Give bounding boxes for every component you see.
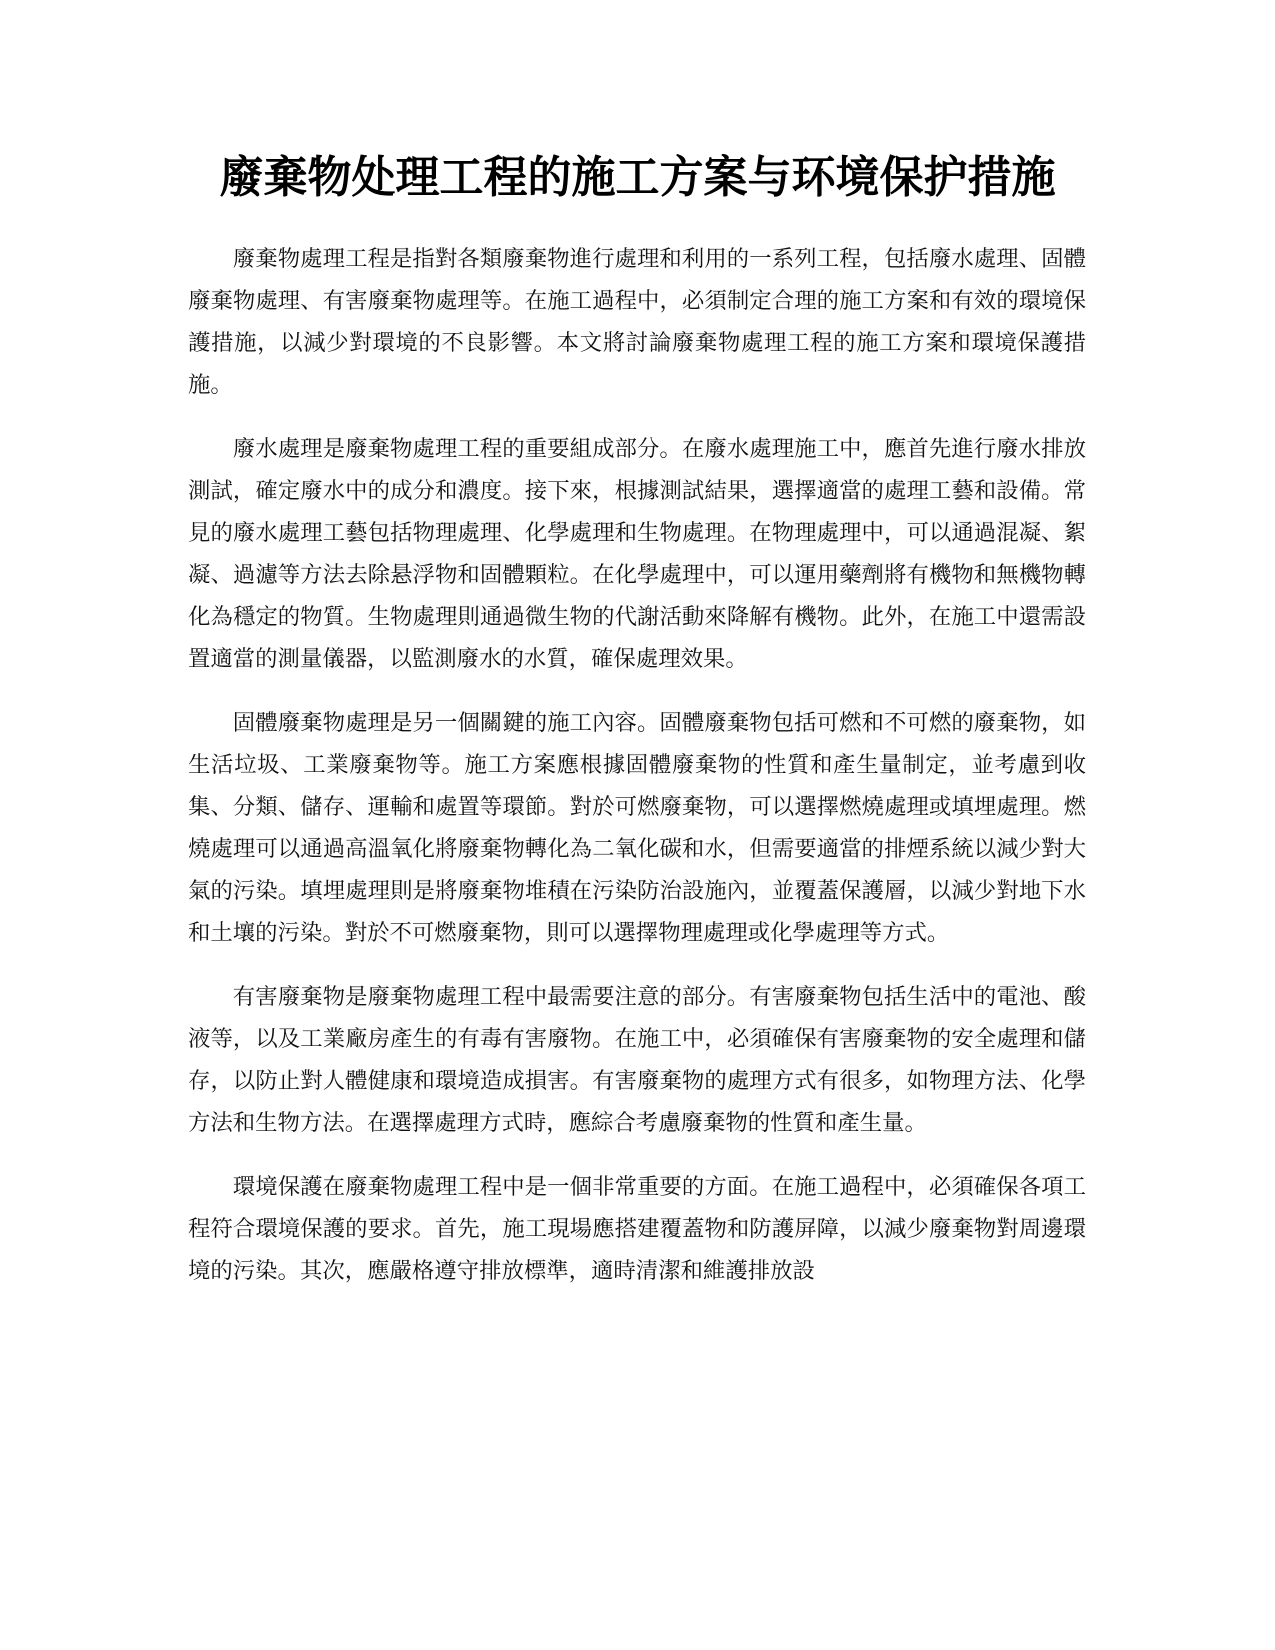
paragraph-wastewater: 廢水處理是廢棄物處理工程的重要組成部分。在廢水處理施工中，應首先進行廢水排放測試，確定廢水中的成分和濃度。接下來，根據測試結果，選擇適當的處理工藝和設備。常見的廢水處理工藝包括物理處理、化學處理和生物處理。在物理處理中，可以通過混凝、絮凝、過濾等方法去除悬浮物和固體顆粒。在化學處理中，可以運用藥劑將有機物和無機物轉化為穩定的物質。生物處理則通過微生物的代謝活動來降解有機物。此外，在施工中還需設置適當的測量儀器，以監測廢水的水質，確保處理效果。 bbox=[188, 436, 1086, 672]
paragraph-intro: 廢棄物處理工程是指對各類廢棄物進行處理和利用的一系列工程，包括廢水處理、固體廢棄物處理、有害廢棄物處理等。在施工過程中，必須制定合理的施工方案和有效的環境保護措施，以減少對環境的不良影響。本文將討論廢棄物處理工程的施工方案和環境保護措施。 bbox=[188, 246, 1086, 398]
document-body bbox=[188, 238, 1086, 1314]
paragraph-hazardous-waste: 有害廢棄物是廢棄物處理工程中最需要注意的部分。有害廢棄物包括生活中的電池、酸液等，以及工業廠房產生的有毒有害廢物。在施工中，必須確保有害廢棄物的安全處理和儲存，以防止對人體健康和環境造成損害。有害廢棄物的處理方式有很多，如物理方法、化學方法和生物方法。在選擇處理方式時，應綜合考慮廢棄物的性質和產生量。 bbox=[188, 984, 1086, 1136]
document-title: 廢棄物处理工程的施工方案与环境保护措施 bbox=[219, 152, 1056, 203]
paragraph-environmental-protection: 環境保護在廢棄物處理工程中是一個非常重要的方面。在施工過程中，必須確保各項工程符合環境保護的要求。首先，施工現場應搭建覆蓋物和防護屏障，以減少廢棄物對周邊環境的污染。其次，應嚴格遵守排放標準，適時清潔和維護排放設 bbox=[188, 1174, 1086, 1284]
paragraph-solid-waste: 固體廢棄物處理是另一個關鍵的施工內容。固體廢棄物包括可燃和不可燃的廢棄物，如生活垃圾、工業廢棄物等。施工方案應根據固體廢棄物的性質和產生量制定，並考慮到收集、分類、儲存、運輸和處置等環節。對於可燃廢棄物，可以選擇燃燒處理或填埋處理。燃燒處理可以通過高溫氧化將廢棄物轉化為二氧化碳和水，但需要適當的排煙系統以減少對大氣的污染。填埋處理則是將廢棄物堆積在污染防治設施內，並覆蓋保護層，以減少對地下水和土壤的污染。對於不可燃廢棄物，則可以選擇物理處理或化學處理等方式。 bbox=[188, 710, 1086, 946]
